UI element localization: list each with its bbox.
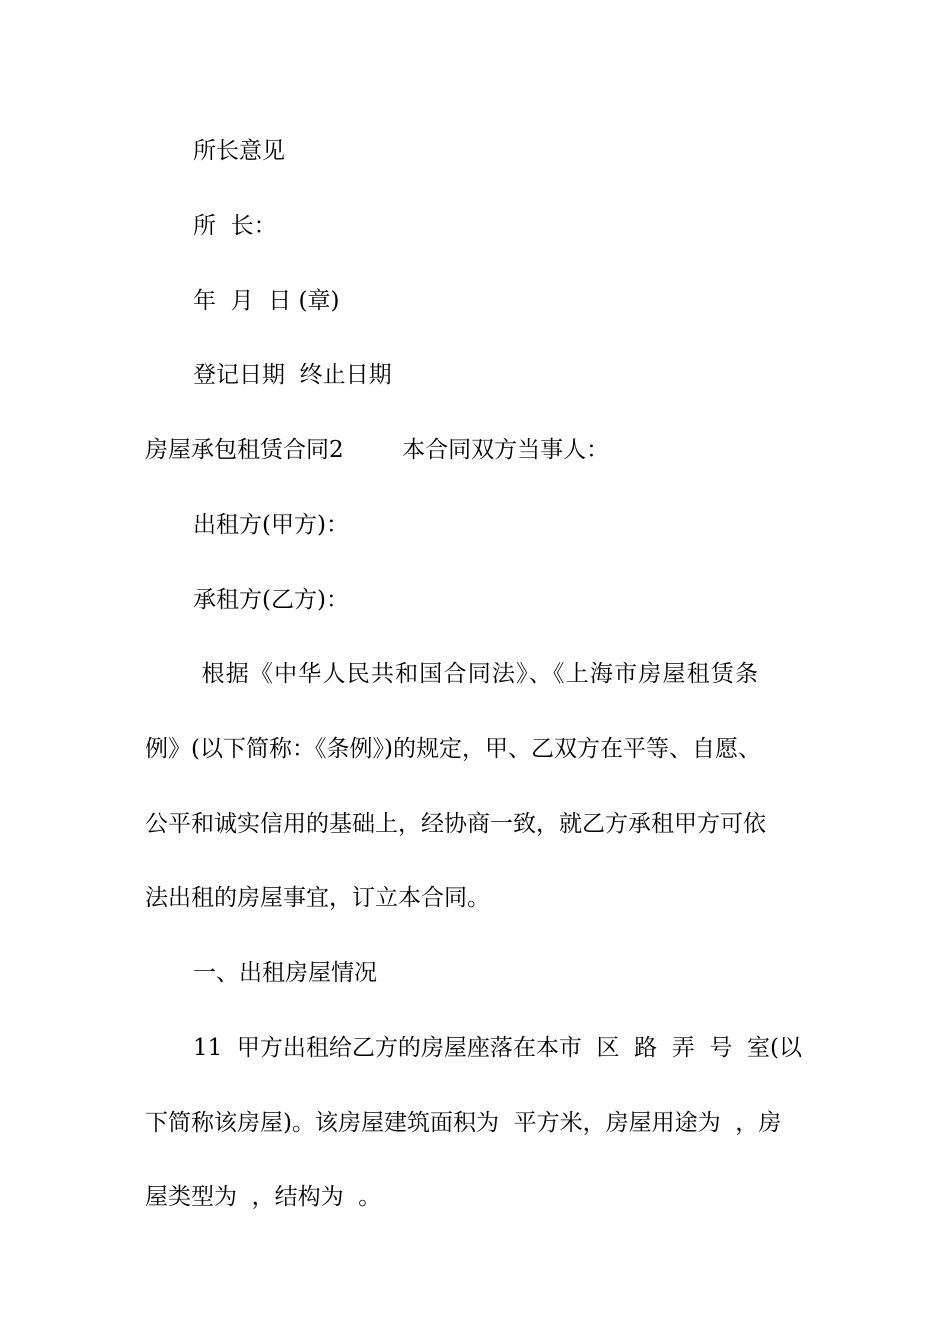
clause-1-1-line-2: 下简称该房屋)。该房屋建筑面积为 平方米，房屋用途为 ，房 (145, 1110, 782, 1136)
director-signature-line: 所 长： (193, 213, 277, 239)
paragraph-basis-line-3: 公平和诚实信用的基础上，经协商一致，就乙方承租甲方可依 (145, 811, 766, 837)
contract-title-line: 房屋承包租赁合同2 本合同双方当事人： (145, 437, 610, 463)
section-heading-rental-property: 一、出租房屋情况 (193, 960, 377, 986)
clause-1-1-line-1: 11 甲方出租给乙方的房屋座落在本市 区 路 弄 号 室(以 (193, 1035, 802, 1061)
lessee-line: 承租方(乙方)： (193, 587, 349, 613)
lessor-line: 出租方(甲方)： (193, 512, 349, 538)
paragraph-basis-line-4: 法出租的房屋事宜，订立本合同。 (145, 885, 490, 911)
registration-dates-line: 登记日期 终止日期 (193, 362, 392, 388)
clause-1-1-line-3: 屋类型为 ，结构为 。 (145, 1184, 382, 1210)
date-seal-line: 年 月 日 (章) (193, 288, 340, 314)
director-opinion-line: 所长意见 (193, 138, 285, 164)
paragraph-basis-line-2: 例》(以下简称：《条例》)的规定，甲、乙双方在平等、自愿、 (145, 736, 761, 762)
paragraph-basis-line-1: 根据《中华人民共和国合同法》、《上海市房屋租赁条 (193, 661, 760, 687)
